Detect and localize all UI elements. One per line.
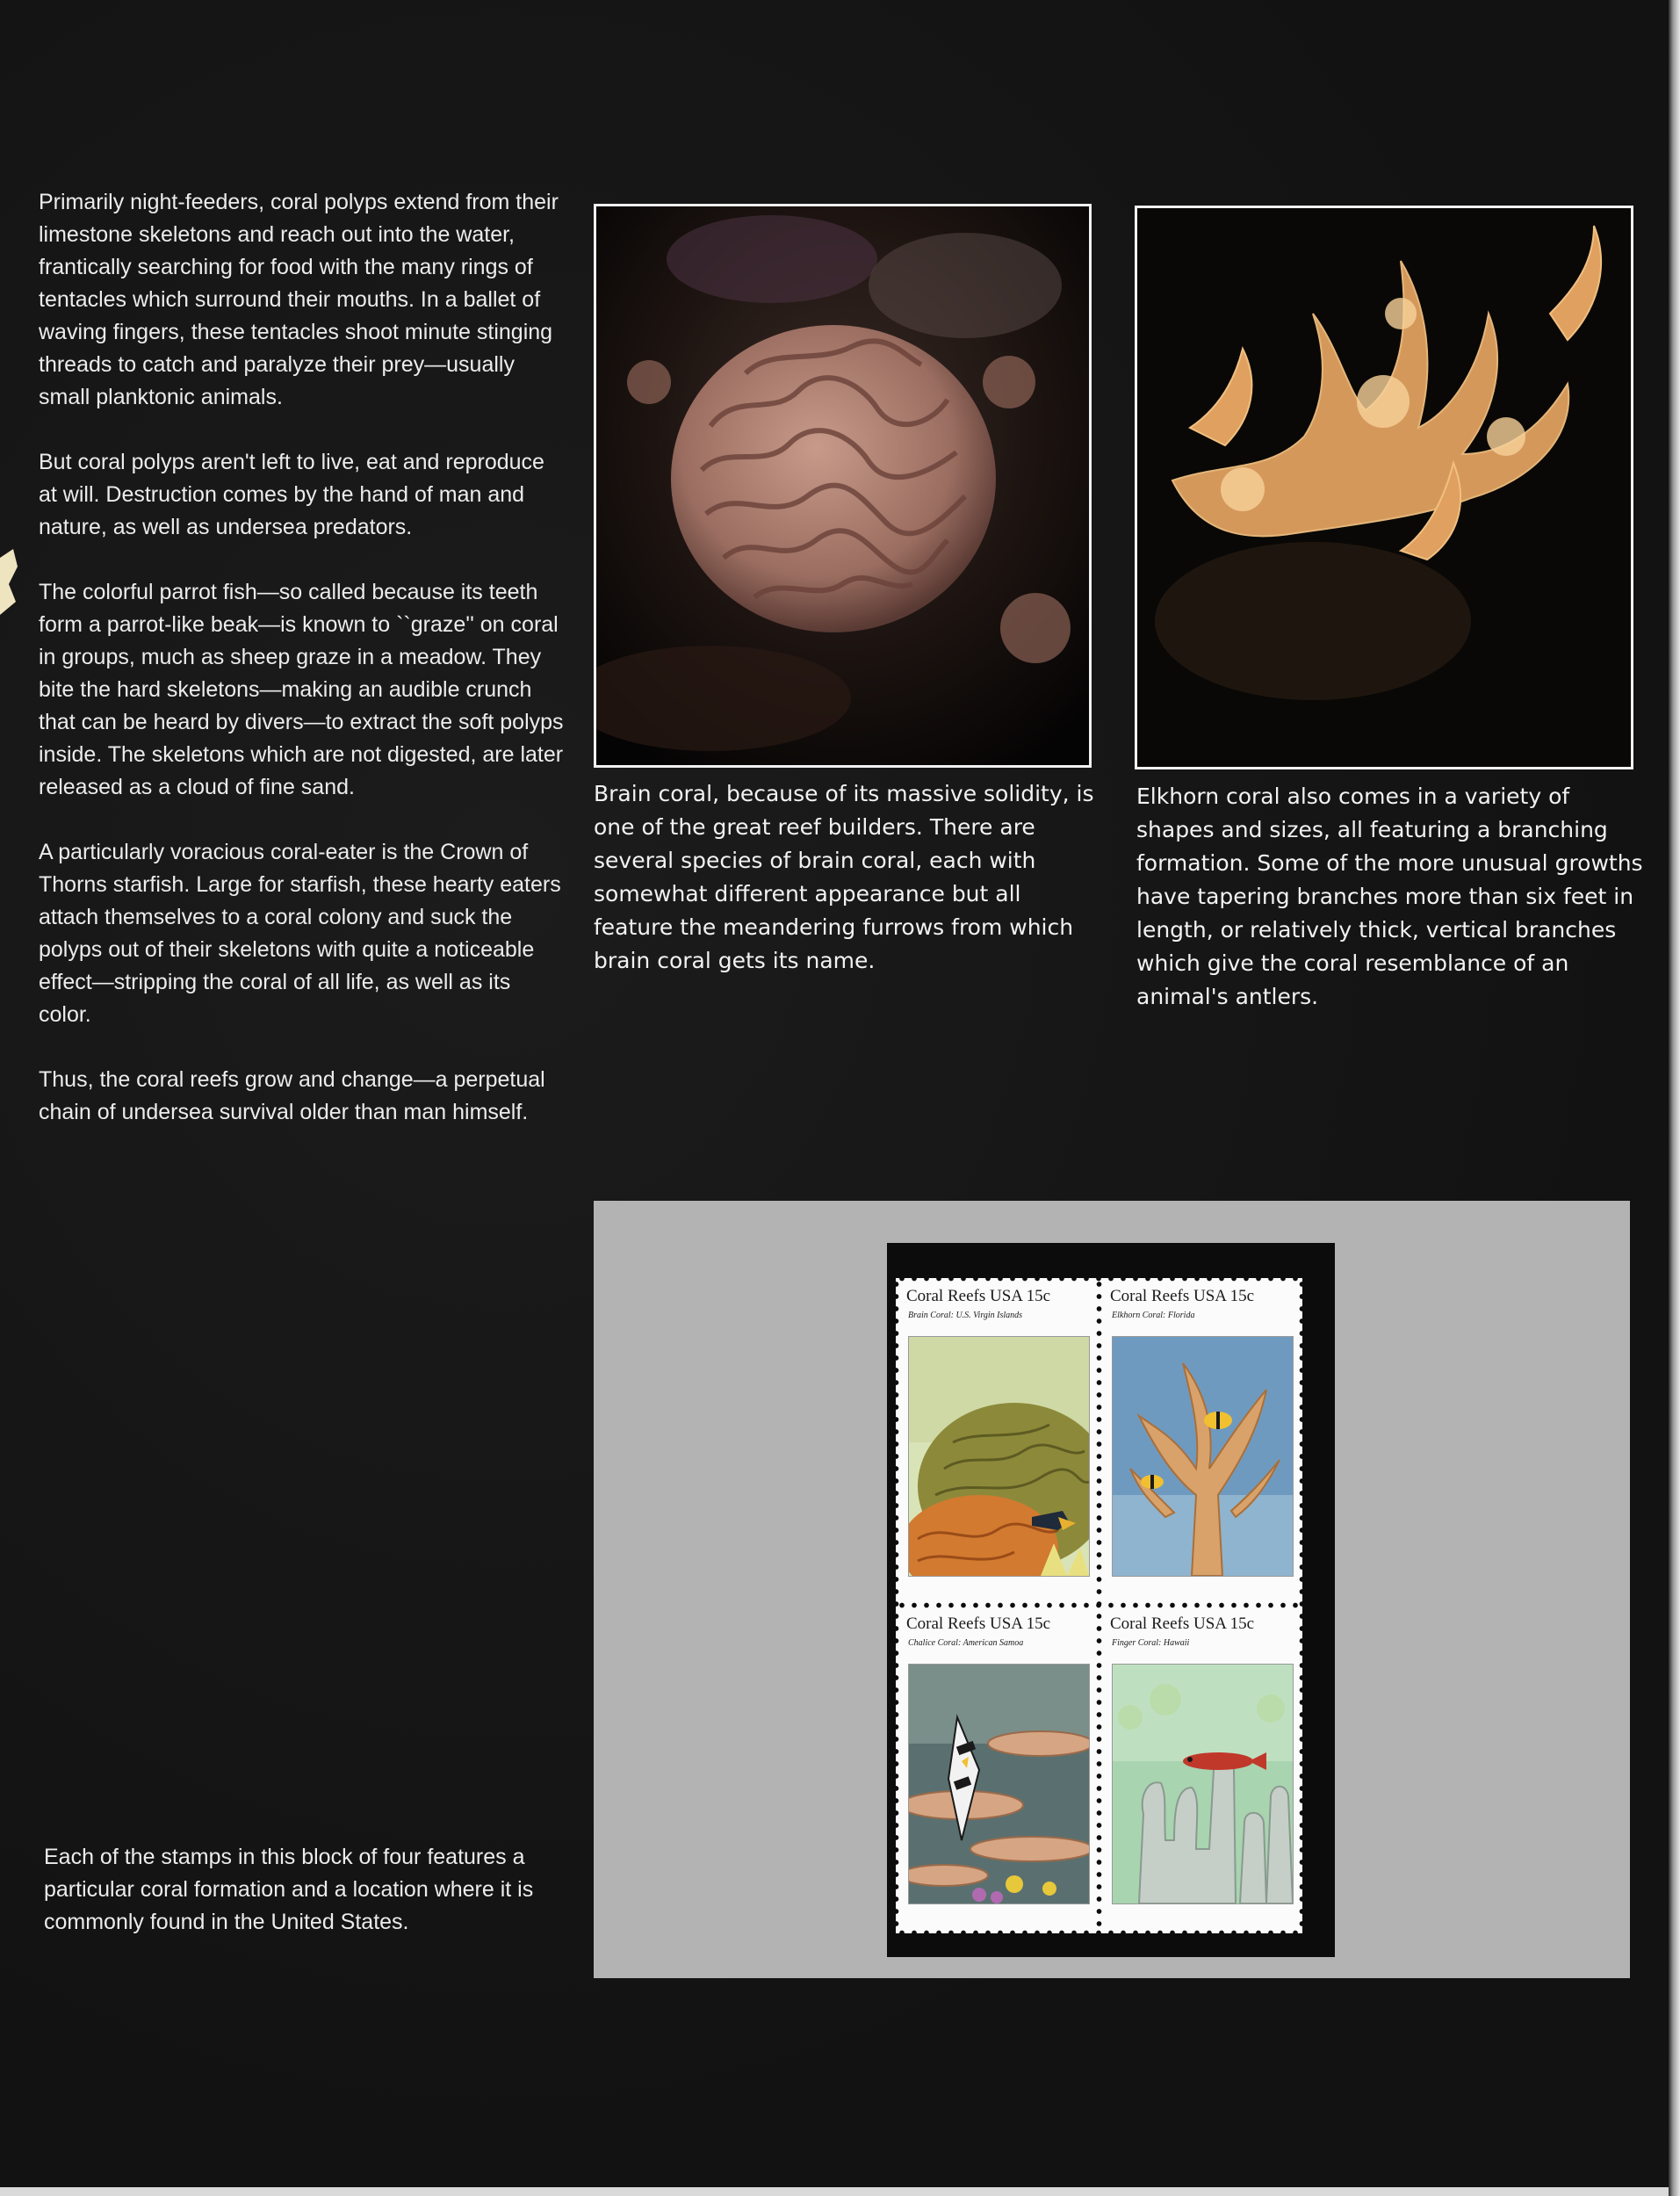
chalice-coral-illustration — [908, 1664, 1090, 1904]
stamp-title: Coral Reefs USA 15c — [906, 1614, 1051, 1633]
paragraph-parrot-fish: The colorful parrot fish—so called because its teeth form a parrot-like beak—is known to ``graze'' on coral in groups, much as sheep graze in a meadow. They bite the hard skeletons—making an audible crunch that can be heard by divers—to extract the soft polyps inside. The skeletons which are not digested, are later released as a cloud of fine sand. — [39, 580, 564, 799]
brain-coral-photo — [594, 204, 1092, 768]
stamp-location: Finger Coral: Hawaii — [1112, 1638, 1190, 1648]
finger-coral-illustration — [1112, 1664, 1294, 1904]
coral-fragment-icon — [0, 549, 19, 619]
stamp-title: Coral Reefs USA 15c — [906, 1287, 1051, 1305]
page-edge — [1669, 0, 1680, 2196]
stamp-mount — [887, 1243, 1335, 1957]
paragraph-conclusion: Thus, the coral reefs grow and change—a perpetual chain of undersea survival older than man himself. — [39, 1067, 545, 1124]
stamp-location: Brain Coral: U.S. Virgin Islands — [908, 1311, 1023, 1320]
stamp-finger-coral — [1108, 1611, 1294, 1920]
stamp-title: Coral Reefs USA 15c — [1110, 1614, 1255, 1633]
paragraph-destruction: But coral polyps aren't left to live, eat and reproduce at will. Destruction comes by the hand of man and nature, as well as undersea predators. — [39, 450, 544, 539]
perforation-middle — [896, 1602, 1302, 1608]
stamp-elkhorn-coral — [1108, 1283, 1294, 1593]
stamp-location: Elkhorn Coral: Florida — [1112, 1311, 1195, 1320]
article-text — [39, 186, 566, 1161]
stamps-note: Each of the stamps in this block of four features a particular coral formation and a location where it is commonly found in the United States. — [44, 1845, 534, 1934]
perforation-top — [896, 1275, 1302, 1282]
paragraph-night-feeders: Primarily night-feeders, coral polyps extend from their limestone skeletons and reach out into the water, frantically searching for food with the many rings of tentacles which surround their mouths. In a ballet of waving fingers, these tentacles shoot minute stinging threads to catch and paralyze their prey—usually small planktonic animals. — [39, 190, 559, 409]
elkhorn-coral-photo — [1135, 206, 1633, 769]
brain-coral-illustration — [908, 1336, 1090, 1577]
stamp-brain-coral — [905, 1283, 1090, 1593]
perforation-bottom — [896, 1930, 1302, 1936]
stamp-block-panel — [594, 1201, 1630, 1978]
stamp-chalice-coral — [905, 1611, 1090, 1920]
elkhorn-coral-caption: Elkhorn coral also comes in a variety of shapes and sizes, all featuring a branching formation. Some of the more unusual growths have tapering branches more than six feet in length, or relatively thick, vertical branches which give the coral resemblance of an animal's antlers. — [1136, 784, 1643, 1009]
stamp-location: Chalice Coral: American Samoa — [908, 1638, 1024, 1648]
stamp-block — [896, 1278, 1302, 1933]
stamp-title: Coral Reefs USA 15c — [1110, 1287, 1255, 1305]
elkhorn-coral-illustration — [1112, 1336, 1294, 1577]
brain-coral-caption: Brain coral, because of its massive solidity, is one of the great reef builders. There are several species of brain coral, each with somewhat different appearance but all feature the meandering furrows from which brain coral gets its name. — [594, 781, 1094, 973]
paragraph-crown-of-thorns: A particularly voracious coral-eater is the Crown of Thorns starfish. Large for starfish, these hearty eaters attach themselves to a coral colony and suck the polyps out of their skeletons with quite a noticeable effect—stripping the coral of all life, as well as its color. — [39, 840, 561, 1027]
